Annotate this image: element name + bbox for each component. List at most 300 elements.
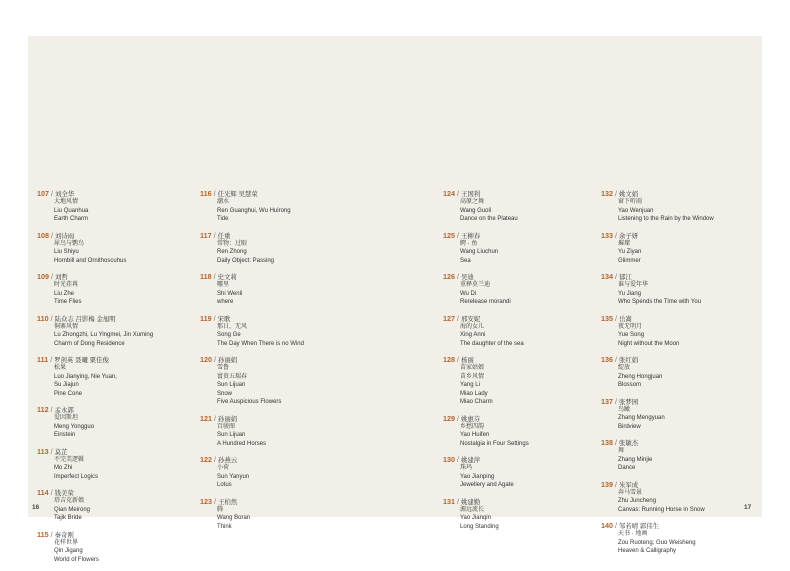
entry-header — [200, 455, 304, 464]
artist-names-cn: 姚文娟 — [618, 191, 639, 198]
slash-separator: / — [51, 191, 53, 198]
artist-names-cn: 岳嵩 — [618, 315, 632, 323]
slash-separator: / — [213, 191, 216, 198]
slash-separator: / — [615, 357, 617, 364]
work-title-en: Heaven & Calligraphy — [618, 548, 677, 554]
artist-names-cn: 姚建萍 — [460, 457, 481, 464]
entry-number: 119 — [200, 313, 212, 323]
entry-number: 127 — [443, 313, 455, 323]
work-title-en: Nostalgia in Four Settings — [460, 440, 529, 447]
entry-header — [443, 189, 529, 198]
artist-name-en: Yu Ziyan — [618, 249, 642, 255]
entry-body — [37, 414, 153, 440]
entry-header — [200, 189, 304, 198]
entry-header — [37, 231, 153, 240]
entry-body — [200, 423, 304, 449]
entry-body — [37, 198, 153, 224]
entry-body — [200, 281, 304, 307]
entry-body — [443, 506, 529, 532]
index-entry — [200, 414, 304, 449]
artist-names-cn: 任光辉 吴慧荣 — [217, 191, 258, 198]
slash-separator: / — [615, 481, 617, 489]
slash-separator: / — [457, 415, 459, 423]
work-title-cn: 乡愁四韵 — [460, 423, 485, 430]
work-title-en: Time Flies — [54, 299, 82, 305]
index-entry — [200, 497, 304, 532]
entry-body — [443, 464, 529, 490]
artist-names-cn: 杨丽 — [460, 357, 474, 364]
artist-name-en: Su Jiajun — [54, 382, 79, 388]
work-title-en: Hornbill and Ornithoscuhus — [54, 257, 127, 264]
entry-header — [200, 272, 304, 281]
entry-body — [601, 447, 714, 473]
artist-names-cn: 邢安妮 — [460, 315, 481, 323]
entry-header — [601, 272, 714, 281]
work-title-cn: 大地风情 — [54, 199, 79, 205]
artist-names-cn: 莫芷 — [54, 448, 68, 456]
slash-separator: / — [615, 440, 617, 447]
artist-name-en: Luo Jianying, Nie Yuan, — [54, 373, 117, 380]
index-entry — [443, 414, 529, 449]
entry-number: 139 — [601, 479, 613, 489]
entry-body — [601, 323, 714, 349]
entry-header — [37, 314, 153, 323]
index-column-4 — [601, 189, 714, 563]
work-title-cn: 常物：过眼 — [217, 240, 248, 247]
artist-name-en: Zou Ruoteng, Guo Weisheng — [618, 539, 696, 546]
entry-number: 132 — [601, 189, 613, 198]
artist-name-en: Wang Guoli — [460, 207, 492, 214]
entry-number: 123 — [200, 496, 212, 506]
slash-separator: / — [51, 274, 53, 281]
entry-number: 134 — [601, 272, 613, 281]
entry-header — [601, 189, 714, 198]
work-title-en: Canvas: Running Horse in Snow — [618, 506, 705, 513]
entry-number: 108 — [37, 230, 49, 240]
entry-header — [200, 497, 304, 506]
entry-header — [443, 414, 529, 423]
index-entry — [443, 272, 529, 307]
entry-body — [37, 364, 153, 398]
artist-name-en: Lu Zhongzhi, Lu Yingmei, Jin Xuming — [54, 332, 154, 338]
entry-number: 130 — [443, 455, 455, 464]
work-title-en: Blossom — [618, 382, 642, 388]
work-title-en: Pine Cone — [54, 390, 83, 397]
slash-separator: / — [214, 357, 216, 364]
index-entry — [37, 447, 153, 482]
slash-separator: / — [615, 523, 617, 530]
entry-number: 135 — [601, 313, 613, 323]
slash-separator: / — [615, 232, 617, 240]
work-title-cn: 塔吉克新娘 — [54, 498, 85, 504]
work-title-en: Charm of Dong Residence — [54, 340, 125, 347]
work-title-cn: 苗乡风情 — [460, 373, 485, 380]
slash-separator: / — [213, 315, 216, 323]
artist-names-cn: 史文莉 — [217, 274, 237, 281]
entry-number: 117 — [200, 230, 212, 240]
work-title-cn: 小荷 — [217, 465, 230, 471]
entry-header — [200, 231, 304, 240]
entry-number: 118 — [200, 272, 212, 281]
entry-body — [200, 364, 304, 407]
slash-separator: / — [213, 232, 216, 240]
entry-body — [601, 364, 714, 390]
artist-name-en: Sun Yanyun — [217, 473, 250, 480]
slash-separator: / — [213, 274, 216, 281]
entry-header — [37, 189, 153, 198]
work-title-cn: 那日，无风 — [217, 323, 248, 330]
entry-header — [601, 438, 714, 447]
work-title-cn: 舞 — [618, 448, 625, 454]
work-title-cn: 夜无明月 — [618, 323, 643, 330]
slash-separator: / — [50, 531, 53, 539]
index-entry — [601, 272, 714, 307]
entry-header — [443, 355, 529, 364]
entry-number: 112 — [37, 405, 49, 414]
entry-body — [443, 423, 529, 449]
slash-separator: / — [50, 490, 53, 497]
work-title-en: Snow — [217, 390, 233, 397]
index-entry — [37, 189, 153, 224]
artist-name-en: Song Ge — [217, 332, 241, 338]
artist-name-en: Wang Boran — [217, 515, 251, 521]
slash-separator: / — [457, 232, 459, 240]
index-entry — [200, 455, 304, 490]
entry-number: 128 — [443, 355, 455, 364]
slash-separator: / — [457, 498, 459, 506]
entry-body — [200, 240, 304, 266]
entry-header — [601, 231, 714, 240]
entry-header — [443, 455, 529, 464]
artist-names-cn: 秦奇刚 — [54, 531, 74, 539]
artist-name-en: Wang Liuchun — [460, 249, 499, 255]
entry-header — [37, 488, 153, 497]
artist-names-cn: 孙燕云 — [217, 457, 238, 464]
artist-name-en: Yue Song — [618, 332, 645, 338]
slash-separator: / — [214, 498, 216, 506]
index-entry — [601, 355, 714, 390]
artist-name-en: Meng Yongguo — [54, 423, 95, 430]
work-title-cn: 高原之舞 — [460, 199, 485, 205]
entry-body — [601, 489, 714, 515]
index-entry — [601, 438, 714, 473]
work-title-en: Think — [217, 523, 232, 530]
index-column-1 — [37, 189, 153, 571]
artist-names-cn: 陆众志 吕影梅 金旭明 — [54, 315, 116, 323]
work-title-en: Night without the Moon — [618, 340, 680, 347]
slash-separator: / — [50, 315, 53, 323]
entry-header — [443, 272, 529, 281]
work-title-cn: 奔马雪景 — [618, 489, 643, 496]
entry-number: 121 — [200, 413, 212, 423]
work-title-cn: 松果 — [54, 365, 67, 371]
index-entry — [443, 455, 529, 490]
work-title-en: Who Spends the Time with You — [618, 299, 702, 305]
work-title-cn: 珠玛 — [460, 465, 473, 471]
index-entry — [443, 189, 529, 224]
artist-names-cn: 吴迪 — [460, 274, 474, 281]
work-title-cn: 谁与爱年华 — [618, 282, 649, 288]
slash-separator: / — [51, 232, 53, 240]
work-title-cn: 重释莫兰迪 — [460, 282, 491, 288]
entry-number: 125 — [443, 230, 455, 240]
work-title-cn: 鸟瞰 — [618, 406, 631, 413]
entry-number: 113 — [37, 446, 49, 456]
entry-body — [200, 323, 304, 349]
work-title-en: Miao Charm — [460, 399, 493, 405]
artist-name-en: Liu Zhe — [54, 290, 75, 297]
entry-header — [601, 480, 714, 489]
entry-body — [443, 364, 529, 407]
slash-separator: / — [214, 415, 216, 423]
index-entry — [443, 355, 529, 407]
artist-names-cn: 任重 — [217, 232, 231, 240]
artist-name-en: Shi Wenli — [217, 290, 243, 297]
artist-name-en: Yu Jiang — [618, 290, 642, 297]
artist-name-en: Zhang Minjie — [618, 456, 653, 463]
entry-header — [200, 414, 304, 423]
work-title-en: Rerelease morandi — [460, 299, 511, 305]
work-title-cn: 潮水 — [217, 199, 230, 205]
entry-header — [443, 497, 529, 506]
left-page-number: 16 — [32, 504, 40, 511]
artist-names-cn: 孙丽娟 — [217, 357, 238, 364]
work-title-en: Imperfect Logics — [54, 473, 99, 480]
artist-names-cn: 刘诗雨 — [54, 232, 75, 240]
artist-names-cn: 孙丽娟 — [217, 415, 238, 423]
work-title-en: Sea — [460, 257, 471, 264]
entry-header — [601, 521, 714, 530]
work-title-cn: 腾 — [217, 506, 224, 513]
work-title-cn: 天书 · 地画 — [618, 531, 648, 537]
work-title-cn: 时光荏苒 — [54, 282, 79, 288]
artist-names-cn: 张红娟 — [618, 357, 639, 364]
index-entry — [443, 497, 529, 532]
artist-name-en: Qin Jigang — [54, 548, 83, 554]
artist-names-cn: 张敏杰 — [618, 440, 639, 447]
entry-body — [443, 198, 529, 224]
index-entry — [37, 314, 153, 349]
index-entry — [200, 314, 304, 349]
artist-name-en: Zhu Juncheng — [618, 498, 657, 504]
index-entry — [37, 272, 153, 307]
index-column-3 — [443, 189, 529, 538]
index-entry — [601, 480, 714, 515]
entry-body — [37, 456, 153, 482]
entry-number: 115 — [37, 529, 49, 539]
entry-header — [37, 530, 153, 539]
entry-header — [601, 397, 714, 406]
work-title-en: World of Flowers — [54, 556, 99, 563]
entry-header — [37, 272, 153, 281]
work-title-en: Birdview — [618, 423, 641, 430]
artist-names-cn: 王柳春 — [460, 232, 481, 240]
index-entry — [200, 231, 304, 266]
artist-name-en: Sun Lijuan — [217, 432, 246, 438]
work-title-en: Long Standing — [460, 523, 499, 530]
work-title-cn: 花样世界 — [54, 539, 79, 546]
index-entry — [37, 488, 153, 523]
artist-name-en: Xing Anni — [460, 332, 486, 338]
entry-body — [37, 539, 153, 565]
artist-name-en: Yao Jianping — [460, 473, 495, 480]
work-title-en: The daughter of the sea — [460, 340, 524, 347]
artist-names-cn: 宋歌 — [217, 315, 231, 323]
work-title-en: Glimmer — [618, 257, 641, 264]
work-title-cn: 富贵五瑞春 — [217, 373, 248, 380]
artist-names-cn: 王柏然 — [217, 498, 238, 506]
work-title-en: A Hundred Horses — [217, 440, 267, 447]
entry-body — [37, 323, 153, 349]
work-title-cn: 犀鸟与鹦鸟 — [54, 240, 85, 247]
artist-name-en: Mo Zhi — [54, 465, 73, 471]
right-page-number: 17 — [744, 504, 752, 511]
entry-body — [601, 240, 714, 266]
work-title-en: Einstein — [54, 432, 76, 438]
work-title-en: where — [217, 299, 234, 305]
index-column-2 — [200, 189, 304, 538]
work-title-en: Dance on the Plateau — [460, 216, 518, 222]
index-entry — [601, 231, 714, 266]
slash-separator: / — [615, 398, 617, 406]
work-title-en: Miao Lady — [460, 390, 488, 397]
work-title-en: Tide — [217, 216, 229, 222]
work-title-en: Dance — [618, 465, 636, 471]
artist-names-cn: 姚惠芬 — [460, 415, 481, 423]
entry-body — [443, 240, 529, 266]
entry-body — [200, 506, 304, 532]
slash-separator: / — [50, 448, 53, 456]
index-entry — [200, 355, 304, 407]
index-entry — [37, 530, 153, 565]
index-entry — [443, 314, 529, 349]
work-title-en: Listening to the Rain by the Window — [618, 216, 714, 222]
artist-names-cn: 余子妍 — [618, 232, 639, 240]
index-entry — [601, 189, 714, 224]
slash-separator: / — [50, 407, 53, 414]
book-spread — [28, 36, 762, 563]
work-title-cn: 爱因斯坦 — [54, 415, 79, 421]
work-title-en: Jewellery and Agate — [460, 482, 514, 488]
artist-names-cn: 刘全华 — [54, 191, 75, 198]
slash-separator: / — [615, 315, 617, 323]
index-entry — [601, 397, 714, 432]
artist-name-en: Yao Wenjuan — [618, 207, 654, 214]
work-title-en: Five Auspicious Flowers — [217, 399, 282, 405]
work-title-cn: 鳄 · 鱼 — [460, 240, 478, 247]
entry-number: 124 — [443, 189, 455, 198]
entry-header — [37, 405, 153, 414]
entry-header — [601, 314, 714, 323]
slash-separator: / — [457, 457, 459, 464]
artist-name-en: Liu Shiyu — [54, 249, 79, 255]
entry-body — [601, 406, 714, 432]
artist-names-cn: 钱美荣 — [54, 490, 74, 497]
artist-name-en: Ren Guanghui, Wu Huirong — [217, 207, 291, 214]
artist-name-en: Zheng Hongjuan — [618, 373, 663, 380]
entry-number: 116 — [200, 189, 212, 198]
artist-names-cn: 张梦园 — [618, 398, 639, 406]
entry-number: 136 — [601, 355, 613, 364]
entry-body — [200, 198, 304, 224]
entry-body — [601, 281, 714, 307]
entry-header — [601, 355, 714, 364]
entry-header — [37, 355, 153, 364]
entry-number: 120 — [200, 355, 212, 364]
index-entry — [200, 272, 304, 307]
entry-body — [601, 530, 714, 556]
slash-separator: / — [50, 357, 53, 364]
entry-header — [200, 355, 304, 364]
entry-body — [443, 323, 529, 349]
slash-separator: / — [615, 274, 617, 281]
artist-names-cn: 邹若晴 郭伟生 — [618, 523, 660, 530]
artist-names-cn: 朱军成 — [618, 481, 639, 489]
entry-number: 126 — [443, 272, 455, 281]
entry-number: 114 — [37, 488, 49, 497]
entry-header — [37, 447, 153, 456]
work-title-cn: 苗家姑娘 — [460, 365, 485, 371]
work-title-cn: 雪鲁 — [217, 365, 230, 371]
entry-body — [37, 281, 153, 307]
slash-separator: / — [457, 191, 459, 198]
artist-name-en: Liu Quanhua — [54, 207, 89, 214]
work-title-cn: 百骏图 — [217, 423, 236, 430]
index-entry — [37, 355, 153, 398]
slash-separator: / — [457, 315, 459, 323]
work-title-cn: 绽放 — [618, 365, 631, 371]
entry-header — [443, 231, 529, 240]
index-entry — [200, 189, 304, 224]
work-title-cn: 不完美逻辑 — [54, 456, 85, 463]
slash-separator: / — [214, 457, 216, 464]
entry-body — [37, 240, 153, 266]
entry-number: 137 — [601, 396, 613, 406]
artist-name-en: Yao Huifen — [460, 432, 490, 438]
artist-name-en: Wu Di — [460, 290, 477, 297]
entry-header — [443, 314, 529, 323]
entry-number: 138 — [601, 438, 613, 447]
work-title-cn: 源远流长 — [460, 506, 485, 513]
artist-name-en: Ren Zhong — [217, 249, 247, 255]
entry-number: 110 — [37, 313, 49, 323]
entry-number: 109 — [37, 272, 49, 281]
artist-names-cn: 孟永郭 — [54, 407, 74, 414]
entry-header — [200, 314, 304, 323]
artist-names-cn: 罗剑英 聂曦 粟佳俊 — [54, 357, 109, 364]
entry-body — [443, 281, 529, 307]
work-title-cn: 窗下听雨 — [618, 199, 643, 205]
entry-number: 131 — [443, 496, 455, 506]
index-entry — [443, 231, 529, 266]
entry-number: 133 — [601, 230, 613, 240]
artist-name-en: Yao Jianqin — [460, 515, 491, 521]
work-title-cn: 海的女儿 — [460, 323, 485, 330]
entry-number: 111 — [37, 355, 49, 364]
entry-number: 107 — [37, 189, 49, 198]
artist-names-cn: 郁江 — [618, 274, 632, 281]
index-entry — [37, 405, 153, 440]
work-title-cn: 哪里 — [217, 282, 230, 288]
work-title-cn: 璀璨 — [618, 240, 631, 247]
entry-body — [601, 198, 714, 224]
work-title-en: Tajik Bride — [54, 515, 82, 521]
entry-number: 122 — [200, 455, 212, 464]
artist-name-en: Sun Lijuan — [217, 382, 246, 388]
index-entry — [37, 231, 153, 266]
artist-names-cn: 刘哲 — [54, 274, 68, 281]
entry-body — [200, 464, 304, 490]
